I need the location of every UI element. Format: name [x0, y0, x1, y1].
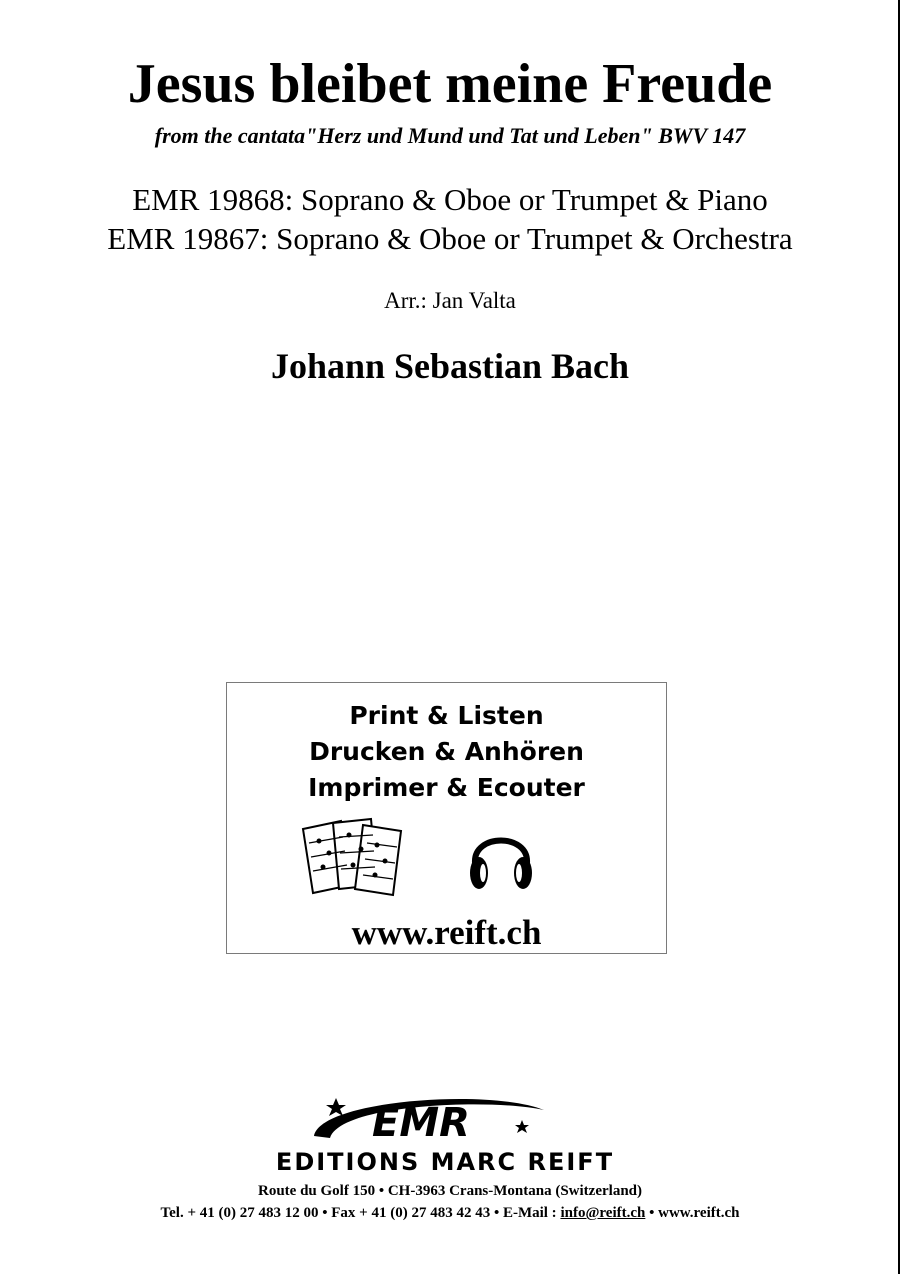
subtitle: from the cantata"Herz und Mund und Tat und Leben" BWV 147 — [154, 123, 746, 148]
logo-emr-text: EMR — [372, 1100, 470, 1146]
headphones-icon — [467, 819, 535, 895]
promo-line-french: Imprimer & Ecouter — [308, 773, 585, 802]
contact-phone-fax: Tel. + 41 (0) 27 483 12 00 • Fax + 41 (0) 27 483 42 43 • E-Mail : — [160, 1205, 561, 1221]
composer: Johann Sebastian Bach — [270, 346, 630, 386]
publisher-logo — [255, 1090, 635, 1176]
edition-line-piano: EMR 19868: Soprano & Oboe or Trumpet & Piano — [132, 182, 768, 217]
sheet-music-icon — [299, 815, 411, 897]
promo-url[interactable]: www.reift.ch — [351, 913, 542, 952]
contact-line — [0, 1203, 900, 1223]
email-link[interactable]: info@reift.ch — [560, 1205, 646, 1221]
publisher-name: EDITIONS MARC REIFT — [275, 1148, 615, 1176]
print-listen-box[interactable] — [226, 682, 667, 954]
publisher-address: Route du Golf 150 • CH-3963 Crans-Montana (Switzerland) — [258, 1183, 642, 1199]
contact-website: • www.reift.ch — [645, 1205, 740, 1221]
promo-line-english: Print & Listen — [349, 701, 544, 730]
edition-line-orchestra: EMR 19867: Soprano & Oboe or Trumpet & Orchestra — [107, 221, 793, 256]
emr-logo — [310, 1090, 550, 1148]
arranger: Arr.: Jan Valta — [384, 288, 516, 313]
promo-line-german: Drucken & Anhören — [309, 737, 584, 766]
page-title: Jesus bleibet meine Freude — [127, 53, 773, 115]
